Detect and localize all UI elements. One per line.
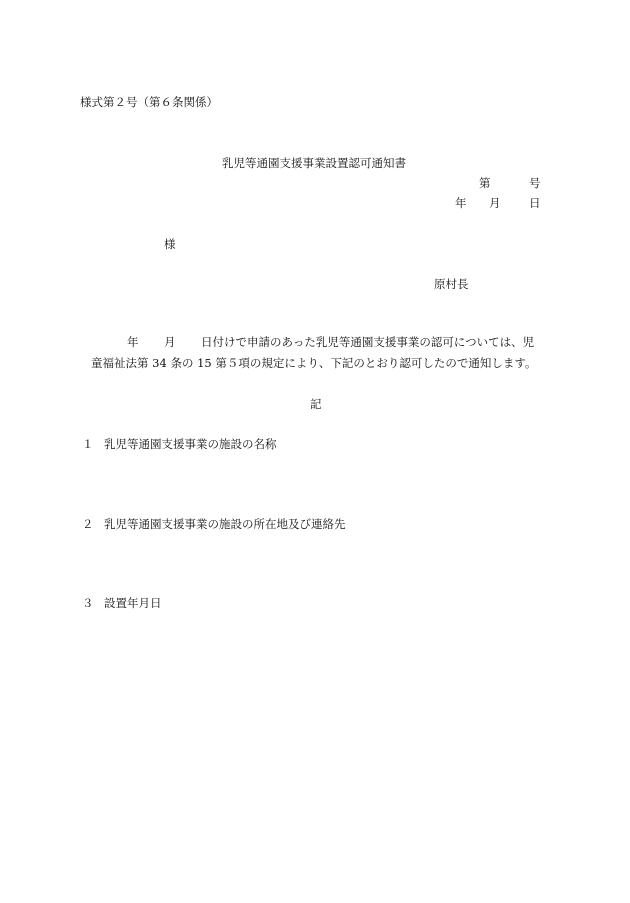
document-number-prefix: 第 [479, 176, 491, 190]
body-year-label: 年 [127, 335, 139, 349]
body-text-line-2: 童福祉法第 34 条の 15 第５項の規定により、下記のとおり認可したので通知します。 [91, 356, 537, 370]
item-facility-name: 乳児等通園支援事業の施設の名称 [104, 437, 277, 451]
form-number-label: 様式第２号（第６条関係） [80, 95, 218, 109]
body-month-label: 月 [164, 335, 176, 349]
date-month-label: 月 [489, 196, 501, 210]
ki-heading: 記 [310, 397, 322, 411]
item-number: １ [82, 437, 94, 451]
issuer-name: 原村長 [434, 277, 469, 291]
addressee-honorific: 様 [164, 237, 176, 251]
item-number: ２ [82, 517, 94, 531]
document-number-suffix: 号 [529, 176, 541, 190]
item-number: ３ [82, 596, 94, 610]
item-facility-address: 乳児等通園支援事業の施設の所在地及び連絡先 [104, 517, 346, 531]
body-text-line-1: 日付けで申請のあった乳児等通園支援事業の認可については、児 [201, 335, 535, 349]
document-title: 乳児等通園支援事業設置認可通知書 [222, 156, 406, 170]
date-day-label: 日 [529, 196, 541, 210]
date-year-label: 年 [455, 196, 467, 210]
item-establishment-date: 設置年月日 [104, 596, 162, 610]
